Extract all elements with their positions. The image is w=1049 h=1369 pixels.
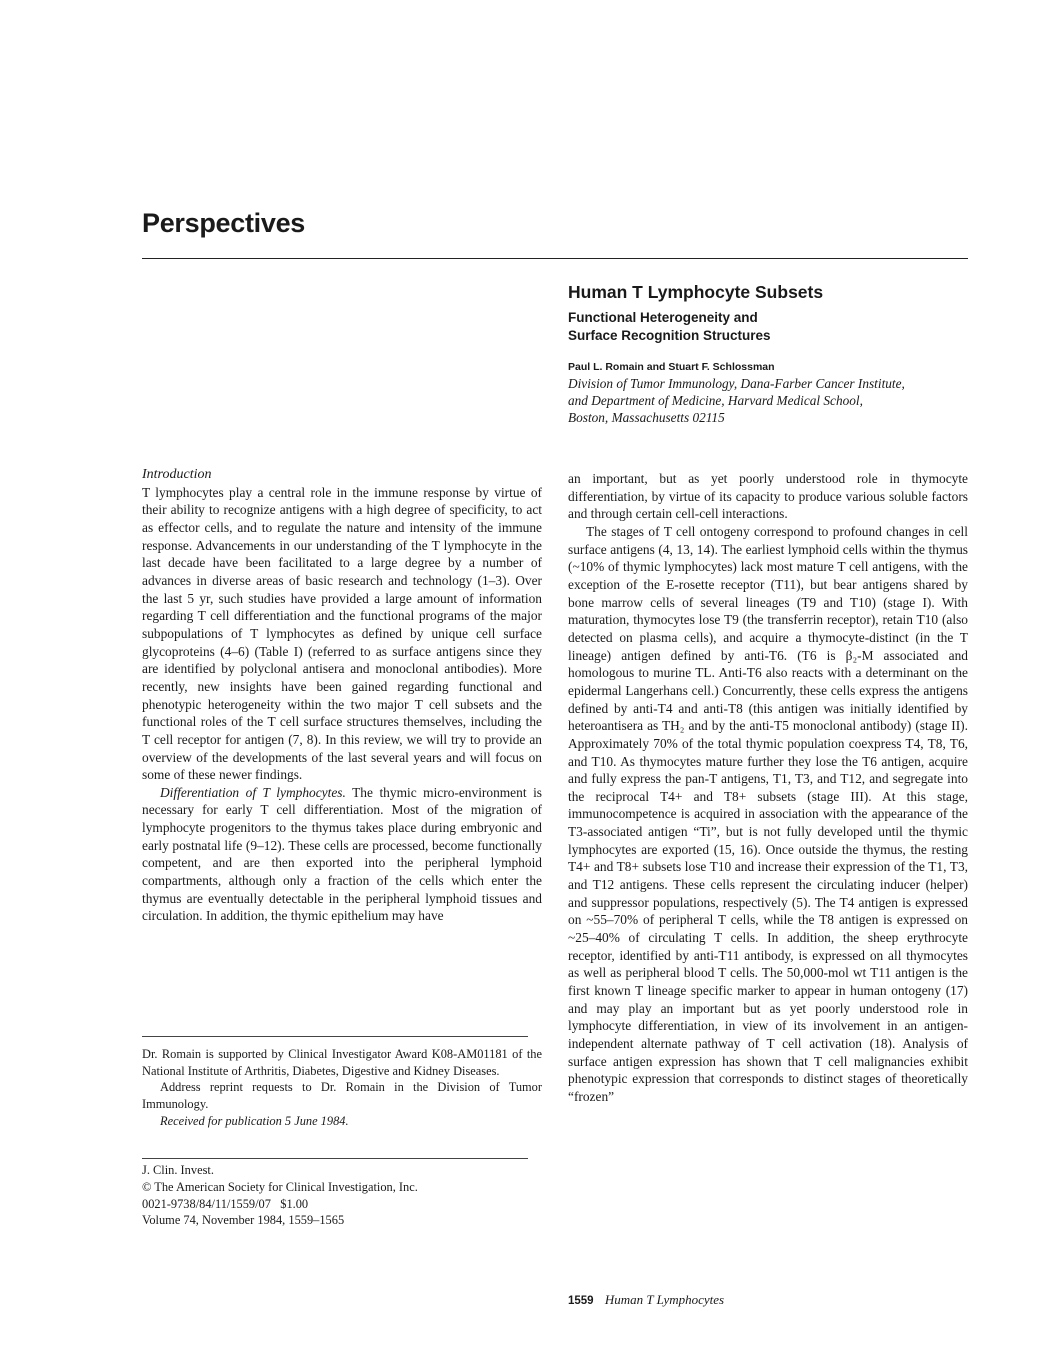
citation-rule (142, 1158, 528, 1159)
differentiation-paragraph (142, 784, 542, 925)
footnotes (142, 1046, 542, 1130)
left-column (142, 466, 542, 925)
footnote-received: Received for publication 5 June 1984. (160, 1113, 349, 1128)
article-authors: Paul L. Romain and Stuart F. Schlossman (568, 361, 775, 373)
article-title: Human T Lymphocyte Subsets (568, 282, 824, 302)
differentiation-heading: Differentiation of T lymphocytes. (160, 784, 346, 800)
affiliation-line3: Boston, Massachusetts 02115 (568, 410, 725, 425)
footnote-reprint: Address reprint requests to Dr. Romain in the Division of Tumor Immunology. (142, 1080, 542, 1112)
section-title: Perspectives (142, 208, 306, 238)
introduction-paragraph: T lymphocytes play a central role in the immune response by virtue of their ability to recognize antigens with a high degree of specificity, to act as effector cells, and to regulate the nature and intensity of the immune response. Advancements in our understanding of the T lymphocyte in the last decade have been facilitated to a large degree by a number of advances in diverse areas of basic research and technology (1–3). Over the last 5 yr, such studies have provided a large amount of information regarding T cell differentiation and the functional programs of the major subpopulations of T lymphocytes as defined by unique cell surface glycoproteins (4–6) (Table I) (referred to as surface antigens since they are identified by polyclonal antisera and monoclonal antibodies). More recently, new insights have been gained regarding functional and phenotypic heterogeneity within the two major T cell subsets and the functional roles of the T cell surface structures themselves, including the T cell receptor for antigen (7, 8). In this review, we will try to provide an overview of the developments of the last several years and will focus on some of these newer findings. (142, 484, 542, 783)
citation-journal: J. Clin. Invest. (142, 1163, 214, 1177)
citation-code: 0021-9738/84/11/1559/07 $1.00 (142, 1196, 309, 1211)
page-footer (568, 1292, 724, 1308)
citation-copyright: © The American Society for Clinical Investigation, Inc. (142, 1179, 418, 1194)
affiliation-line2: and Department of Medicine, Harvard Medical School, (568, 393, 863, 408)
running-title: Human T Lymphocytes (604, 1292, 725, 1307)
right-paragraph-1: an important, but as yet poorly understood role in thymocyte differentiation, by virtue of its capacity to produce various soluble factors and through certain cell-cell interactions. (568, 471, 968, 522)
introduction-heading: Introduction (142, 467, 212, 482)
page-number: 1559 (568, 1295, 594, 1307)
article-subtitle-line2: Surface Recognition Structures (568, 328, 771, 343)
citation-volume: Volume 74, November 1984, 1559–1565 (142, 1213, 345, 1228)
article-header (568, 282, 968, 426)
article-subtitle-line1: Functional Heterogeneity and (568, 310, 758, 325)
differentiation-text: The thymic micro-environment is necessary for early T cell differentiation. Most of the migration of lymphocyte progenitors to the thymus takes place during embryonic and early postnatal life (9–12). These cells are processed, become functionally competent, and are then exported into the peripheral lymphoid compartments, although only a fraction of the cells which enter the thymus are eventually detectable in the peripheral lymphoid tissues and circulation. In addition, the thymic epithelium may have (142, 784, 542, 924)
footnote-rule (142, 1036, 528, 1037)
footnote-support: Dr. Romain is supported by Clinical Investigator Award K08-AM01181 of the National Institute of Arthritis, Diabetes, Digestive and Kidney Diseases. (142, 1047, 542, 1078)
right-column (568, 470, 968, 1106)
right-paragraph-2: The stages of T cell ontogeny correspond to profound changes in cell surface antigens (4, 13, 14). The earliest lymphoid cells within the thymus (~10% of thymic lymphocytes) lack most mature T cell antigens, with the exception of the E-rosette receptor (T11), but bear antigens shared by bone marrow cells of several lineages (T9 and T10) (stage I). With maturation, thymocytes lose T9 (the transferrin receptor), retain T10 (also detected on plasma cells), and acquire a thymocyte-distinct (in the T lineage) antigen defined by anti-T6. (T6 is β₂-M associated and homologous to murine TL. Anti-T6 also reacts with a determinant on the epidermal Langerhans cell.) Concurrently, these cells express the antigens defined by anti-T4 and anti-T8 (this antigen was initially identified by heteroantisera as TH₂ and by the anti-T5 monoclonal antibody) (stage II). Approximately 70% of the total thymic population coexpress T4, T8, T6, and T10. As thymocytes mature further they lose the T6 antigen, acquire and fully express the pan-T antigens, T1, T3, and T12, and segregate into the reciprocal T4+ and T8+ subsets (stage III). At this stage, immunocompetence is acquired in association with the appearance of the T3-associated antigen “Ti”, but is not fully developed until the thymic lymphocytes are exported (15, 16). Once outside the thymus, the resting T4+ and T8+ subsets lose T10 and increase their expression of the T1, T3, and T12 antigens. These cells represent the circulating inducer (helper) and suppressor populations, respectively (5). The T4 antigen is expressed on ~55–70% of peripheral T cells, while the T8 antigen is expressed on ~25–40% of circulating T cells. In addition, the sheep erythrocyte receptor, identified by anti-T11 antibody, is expressed on all thymocytes as well as peripheral blood T cells. The 50,000-mol wt T11 antigen is the first known T lineage specific marker to appear in human ontogeny (17) and may play an important but as yet poorly understood role in lymphocyte differentiation, in view of its involvement in an antigen-independent alternate pathway of T cell activation (18). Analysis of surface antigen expression has shown that T cell malignancies exhibit phenotypic expression that corresponds to distinct stages of theoretically “frozen” (568, 523, 968, 1104)
header-rule (142, 258, 968, 259)
affiliation-line1: Division of Tumor Immunology, Dana-Farber Cancer Institute, (568, 376, 905, 391)
citation-block (142, 1162, 542, 1229)
